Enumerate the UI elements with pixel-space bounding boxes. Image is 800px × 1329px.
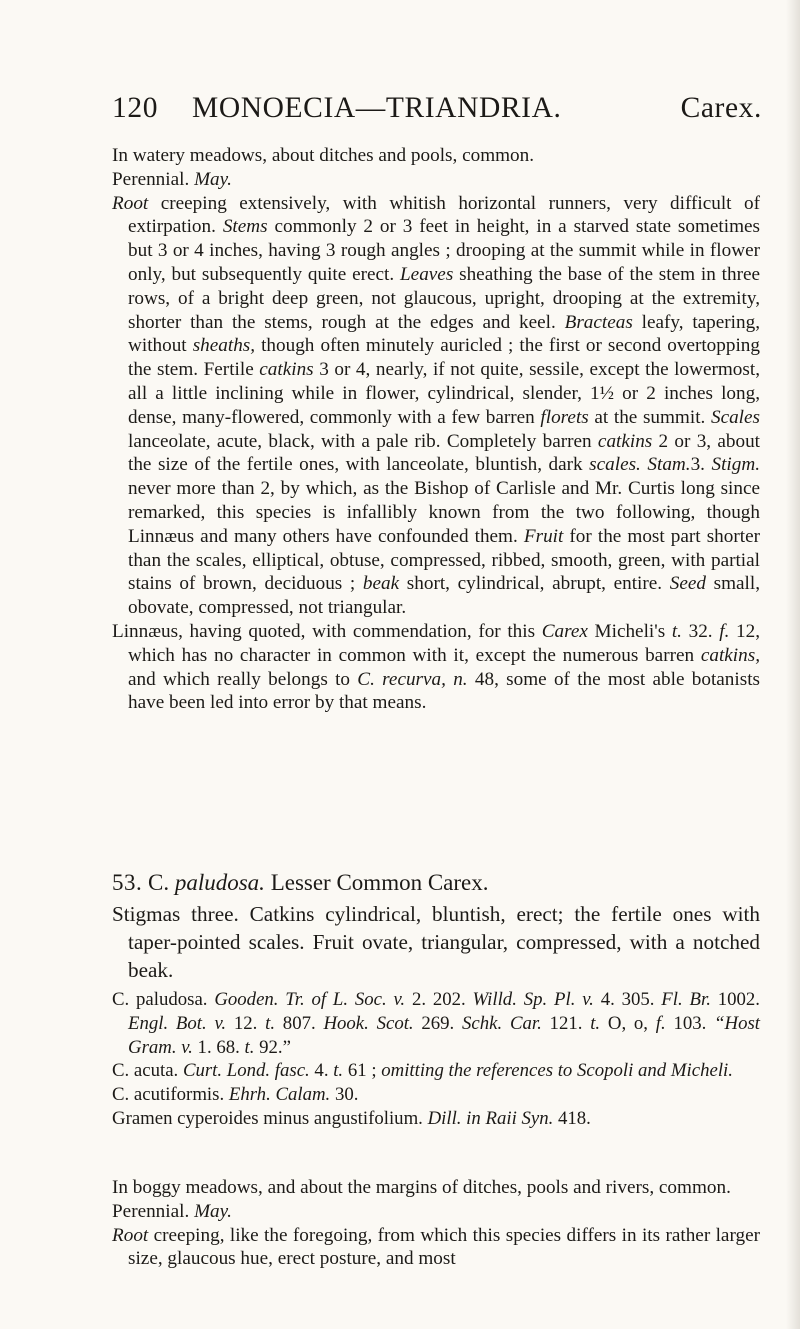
synonym-3: C. acutiformis. Ehrh. Calam. 30.: [112, 1084, 359, 1106]
species-habitat: [112, 1176, 760, 1271]
habitat-line: In boggy meadows, and about the margins of ditches, pools and rivers, common.: [112, 1177, 731, 1198]
species-diagnosis: Stigmas three. Catkins cylindrical, bluntish, erect; the fertile ones with taper-pointed scales. Fruit ovate, triangular, compressed, with a notched beak.: [112, 902, 760, 982]
running-genus: Carex.: [680, 92, 762, 124]
page-edge-shadow: [786, 0, 800, 1329]
species-epithet: paludosa.: [174, 870, 265, 895]
description-paragraph: Root creeping extensively, with whitish horizontal runners, very difficult of extirpation. Stems commonly 2 or 3 feet in height, in a starved state sometimes but 3 or 4 inches, having 3 rough angles ; drooping at the summit while in flower only, but subsequently quite erect. Leaves sheathing the base of the stem in three rows, of a bright deep green, not glaucous, upright, drooping at the extremity, shorter than the stems, rough at the edges and keel. Bracteas leafy, tapering, without sheaths, though often minutely auricled ; the first or second overtopping the stem. Fertile catkins 3 or 4, nearly, if not quite, sessile, except the lowermost, all a little inclining while in flower, cylindrical, slender, 1½ or 2 inches long, dense, many-flowered, commonly with a few barren florets at the summit. Scales lanceolate, acute, black, with a pale rib. Completely barren catkins 2 or 3, about the size of the fertile ones, with lanceolate, bluntish, dark scales. Stam.3. Stigm. never more than 2, by which, as the Bishop of Carlisle and Mr. Curtis long since remarked, this species is infallibly known from the two following, though Linnæus and many others have confounded them. Fruit for the most part shorter than the scales, elliptical, obtuse, compressed, ribbed, smooth, green, with partial stains of brown, deciduous ; beak short, cylindrical, abrupt, entire. Seed small, obovate, compressed, not triangular.: [112, 192, 760, 619]
species-heading: [112, 868, 760, 898]
page-number: 120: [112, 92, 159, 124]
duration-line: Perennial. May.: [112, 1200, 232, 1222]
species-number: 53.: [112, 870, 143, 895]
previous-species-account: [112, 144, 760, 715]
species-common-name: Lesser Common Carex.: [270, 870, 489, 895]
running-header: [112, 92, 762, 136]
linnaeus-note: Linnæus, having quoted, with commendation, for this Carex Micheli's t. 32. f. 12, which has no character in common with it, except the numerous barren catkins, and which really belongs to C. recurva, n. 48, some of the most able botanists have been led into error by that means.: [112, 620, 761, 714]
habitat-line: In watery meadows, about ditches and pools, common.: [112, 145, 535, 166]
root-description: Root creeping, like the foregoing, from which this species differs in its rather larger size, glaucous hue, erect posture, and most: [112, 1224, 760, 1270]
synonymy: [112, 988, 760, 1131]
duration-line: Perennial. May.: [112, 168, 232, 190]
synonym-4: Gramen cyperoides minus angustifolium. Dill. in Raii Syn. 418.: [112, 1107, 591, 1129]
synonym-1: C. paludosa. Gooden. Tr. of L. Soc. v. 2. 202. Willd. Sp. Pl. v. 4. 305. Fl. Br. 1002. Engl. Bot. v. 12. t. 807. Hook. Scot. 269. Schk. Car. 121. t. O, o, f. 103. “Host Gram. v. 1. 68. t. 92.”: [112, 989, 761, 1058]
synonym-2: C. acuta. Curt. Lond. fasc. 4. t. 61 ; omitting the references to Scopoli and Micheli.: [112, 1060, 733, 1082]
species-genus-abbrev: C.: [148, 870, 170, 895]
running-title: MONOECIA—TRIANDRIA.: [192, 92, 562, 124]
